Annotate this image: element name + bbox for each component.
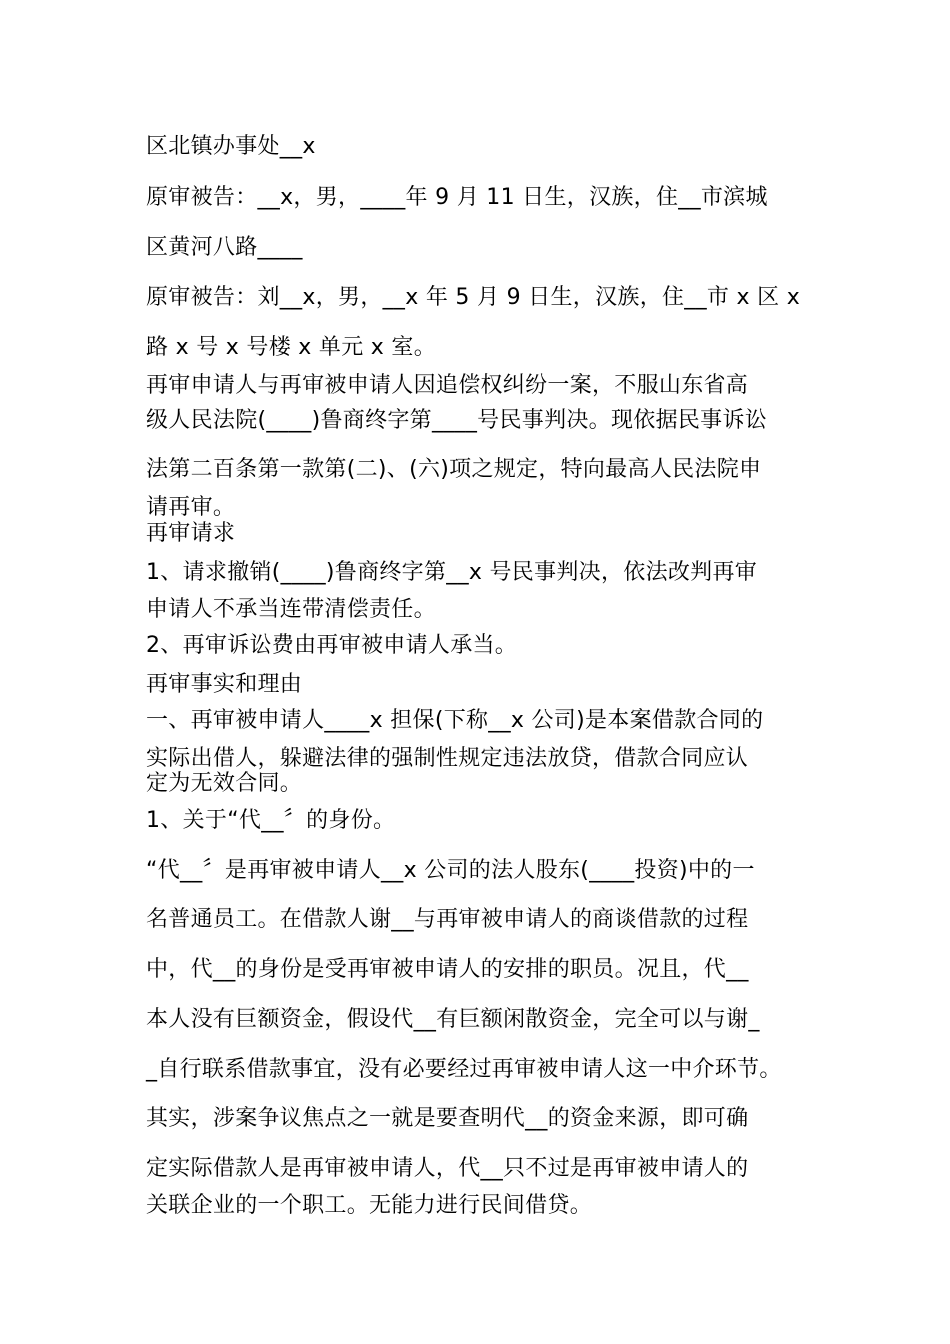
text-line: 中，代__的身份是受再审被申请人的安排的职员。况且，代__ (146, 957, 749, 982)
text-line: 区北镇办事处__x (146, 134, 316, 159)
text-line: “代__〞是再审被申请人__x 公司的法人股东(____投资)中的一 (146, 858, 755, 883)
text-line: 原审被告：刘__x，男，__x 年 5 月 9 日生，汉族，住__市 x 区 x (146, 285, 801, 310)
text-line: 区黄河八路____ (146, 235, 303, 260)
text-line: 名普通员工。在借款人谢__与再审被申请人的商谈借款的过程 (146, 907, 749, 932)
text-line: 申请人不承当连带清偿责任。 (146, 597, 436, 622)
text-line: 再审申请人与再审被申请人因追偿权纠纷一案，不服山东省高 (146, 373, 749, 398)
text-line: 定实际借款人是再审被申请人，代__只不过是再审被申请人的 (146, 1156, 749, 1181)
text-line: 1、关于“代__〞的身份。 (146, 808, 396, 833)
text-line: 本人没有巨额资金，假设代__有巨额闲散资金，完全可以与谢_ (146, 1007, 760, 1032)
text-line: 定为无效合同。 (146, 771, 303, 796)
text-line: _自行联系借款事宜，没有必要经过再审被申请人这一中介环节。 (146, 1057, 782, 1082)
text-line: 原审被告：__x，男，____年 9 月 11 日生，汉族，住__市滨城 (146, 185, 768, 210)
text-line: 2、再审诉讼费由再审被申请人承当。 (146, 633, 518, 658)
text-line: 1、请求撤销(____)鲁商终字第__x 号民事判决，依法改判再审 (146, 560, 758, 585)
text-line: 请再审。 (146, 495, 236, 520)
text-line: 级人民法院(____)鲁商终字第____号民事判决。现依据民事诉讼 (146, 408, 768, 433)
text-line: 法第二百条第一款第(二)、(六)项之规定，特向最高人民法院申 (146, 457, 762, 482)
text-line: 实际出借人，躲避法律的强制性规定违法放贷，借款合同应认 (146, 746, 749, 771)
section-heading: 再审事实和理由 (146, 672, 303, 697)
text-line: 其实，涉案争议焦点之一就是要查明代__的资金来源，即可确 (146, 1106, 749, 1131)
text-line: 一、再审被申请人____x 担保(下称__x 公司)是本案借款合同的 (146, 708, 764, 733)
text-line: 路 x 号 x 号楼 x 单元 x 室。 (146, 335, 437, 360)
section-heading: 再审请求 (146, 521, 236, 546)
text-line: 关联企业的一个职工。无能力进行民间借贷。 (146, 1193, 593, 1218)
